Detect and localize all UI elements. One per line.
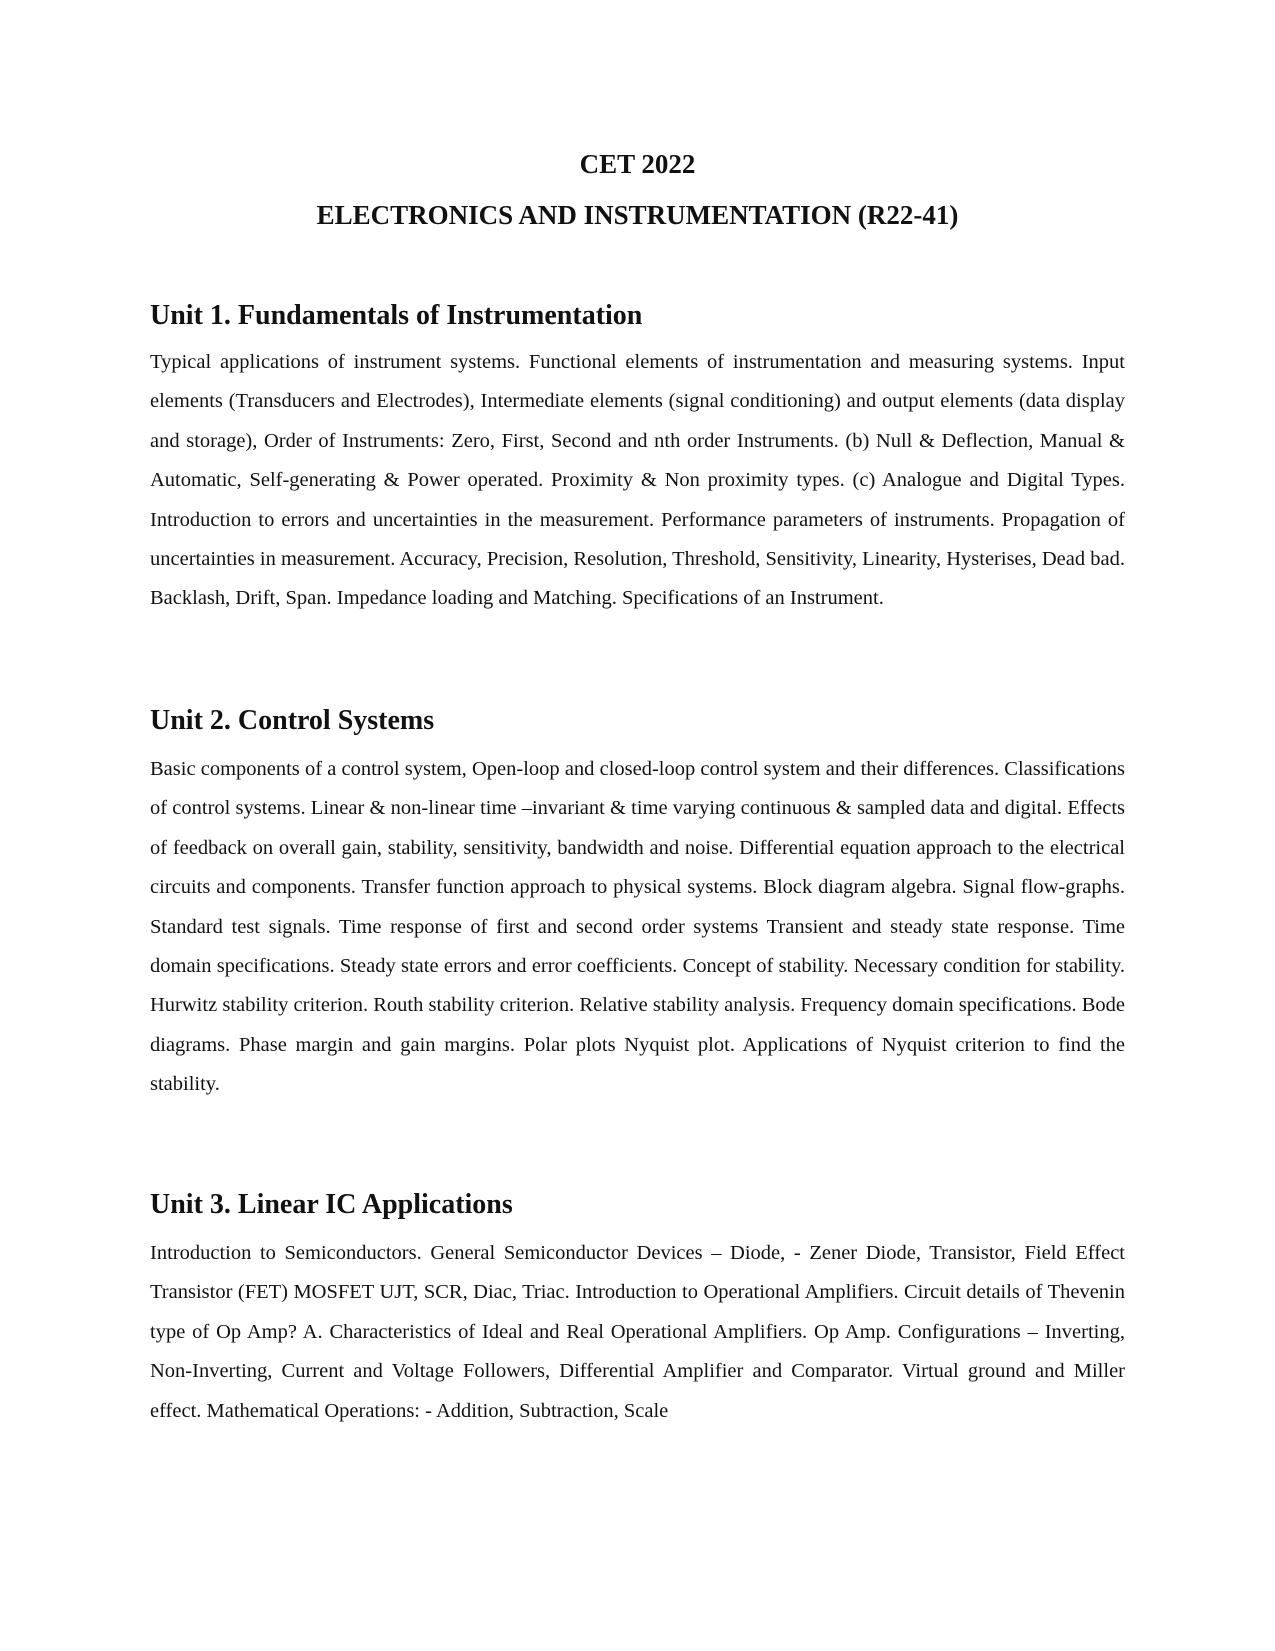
document-title: CET 2022 [579,149,696,179]
unit-2-heading: Unit 2. Control Systems [150,705,435,736]
unit-2-body: Basic components of a control system, Open-loop and closed-loop control system and their differences. Classifications of control systems. Linear & non-linear time –invariant & time varying continuous & sampled data and digital. Effects of feedback on overall gain, stability, sensitivity, bandwidth and noise. Differential equation approach to the electrical circuits and components. Transfer function approach to physical systems. Block diagram algebra. Signal flow-graphs. Standard test signals. Time response of first and second order systems Transient and steady state response. Time domain specifications. Steady state errors and error coefficients. Concept of stability. Necessary condition for stability. Hurwitz stability criterion. Routh stability criterion. Relative stability analysis. Frequency domain specifications. Bode diagrams. Phase margin and gain margins. Polar plots Nyquist plot. Applications of Nyquist criterion to find the stability. [150,758,1125,1096]
unit-1-heading: Unit 1. Fundamentals of Instrumentation [150,300,643,331]
unit-3-heading: Unit 3. Linear IC Applications [150,1189,513,1220]
document-subtitle: ELECTRONICS AND INSTRUMENTATION (R22-41) [316,200,959,230]
unit-3-body: Introduction to Semiconductors. General Semiconductor Devices – Diode, - Zener Diode, Transistor, Field Effect Transistor (FET) MOSFET UJT, SCR, Diac, Triac. Introduction to Operational Amplifiers. Circuit details of Thevenin type of Op Amp? A. Characteristics of Ideal and Real Operational Amplifiers. Op Amp. Configurations – Inverting, Non-Inverting, Current and Voltage Followers, Differential Amplifier and Comparator. Virtual ground and Miller effect. Mathematical Operations: - Addition, Subtraction, Scale [150,1242,1125,1422]
unit-1-body: Typical applications of instrument systems. Functional elements of instrumentation and measuring systems. Input elements (Transducers and Electrodes), Intermediate elements (signal conditioning) and output elements (data display and storage), Order of Instruments: Zero, First, Second and nth order Instruments. (b) Null & Deflection, Manual & Automatic, Self-generating & Power operated. Proximity & Non proximity types. (c) Analogue and Digital Types. Introduction to errors and uncertainties in the measurement. Performance parameters of instruments. Propagation of uncertainties in measurement. Accuracy, Precision, Resolution, Threshold, Sensitivity, Linearity, Hysterises, Dead bad. Backlash, Drift, Span. Impedance loading and Matching. Specifications of an Instrument. [150,351,1125,610]
